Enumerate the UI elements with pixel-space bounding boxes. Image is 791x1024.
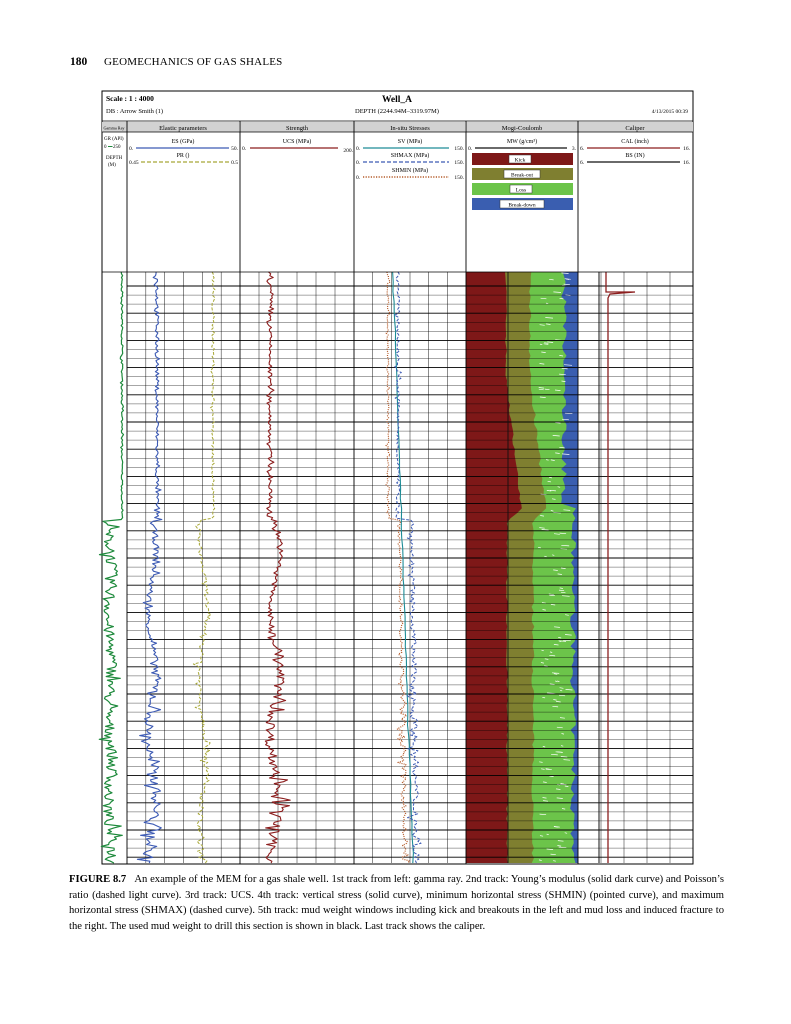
date-label: 4/13/2015 00:39 [651,109,688,115]
pr-max: 0.5 [231,160,238,166]
sv-min: 0. [356,146,361,152]
gr-curve-name: GR (API) [104,137,124,142]
caption-text: An example of the MEM for a gas shale well. 1st track from left: gamma ray. 2nd track: Young’s modulus (solid dark curve) and Poisson’s ratio (dashed light curve). 3rd track: UCS. 4th track: vertical stress (solid curve), minimum horizontal stress (SHMIN) (pointed curve), and maximum horizontal stress (SHMAX) (dashed curve). 5th track: mud weight windows including kick and breakouts in the left and mud loss and induced fracture to the right. The used mud weight to drill this section is shown in black. Last track shows the caliper. [69,874,724,932]
depth-range: DEPTH (2244.94M–3319.97M) [355,108,439,115]
shmin-min: 0. [356,175,361,181]
es-curve-name: ES (GPa) [171,139,195,145]
depth-label: DEPTH [106,156,123,161]
mw-curve-name: MW (g/cm³) [506,139,538,145]
legend-loss: Loss [515,187,527,194]
mw-min: 0. [468,146,473,152]
caption-label: FIGURE 8.7 [69,874,127,885]
sv-curve-name: SV (MPa) [397,139,423,145]
pr-min: 0.45 [129,160,139,166]
elastic-track-title: Elastic parameters [159,125,207,132]
cal-curve [606,272,635,863]
bs-max: 16. [683,160,690,166]
running-title: GEOMECHANICS OF GAS SHALES [104,56,283,68]
stress-track-title: In-situ Stresses [390,125,430,132]
bs-curve-name: BS (IN) [625,153,645,159]
db-label: DB : Arrow Smith (1) [106,108,164,115]
sv-curve [393,272,414,863]
legend-breakout: Break-out [511,172,533,179]
gr-curve [99,272,123,863]
shmax-min: 0. [356,160,361,166]
es-max: 50. [231,146,238,152]
ucs-curve-name: UCS (MPa) [282,139,312,145]
gr-min: 0 [104,145,107,150]
bs-min: 6. [580,160,585,166]
shmax-curve [395,272,422,863]
es-min: 0. [129,146,134,152]
ucs-max: 200. [343,148,353,154]
es-curve [137,272,161,863]
mogi-track-title: Mogi-Coulomb [501,125,543,132]
gr-max: 250 [113,145,121,150]
mud-weight-window-fill [466,272,578,863]
strength-track-title: Strength [285,125,309,132]
track-borders [102,121,693,864]
mw-max: 3. [571,146,576,152]
legend-breakdown: Break-down [508,202,536,209]
cal-curve-name: CAL (inch) [621,139,649,145]
caliper-track-title: Caliper [625,125,645,132]
shmin-curve-name: SHMIN (MPa) [391,168,429,174]
pr-curve [193,272,215,863]
depth-unit: (M) [108,163,116,168]
legend-kick: Kick [514,157,526,164]
cal-min: 6. [580,146,585,152]
shmax-max: 150. [454,160,464,166]
cal-max: 16. [683,146,690,152]
pr-curve-name: PR () [176,153,190,159]
shmin-max: 150. [454,175,464,181]
sv-max: 150. [454,146,464,152]
page-number: 180 [70,56,88,68]
scale-label: Scale : 1 : 4000 [106,94,154,103]
ucs-min: 0. [242,146,247,152]
gr-track-title: Gamma Ray [103,125,125,131]
well-name: Well_A [381,95,413,105]
shmax-curve-name: SHMAX (MPa) [390,153,430,159]
figure-caption [69,872,724,934]
